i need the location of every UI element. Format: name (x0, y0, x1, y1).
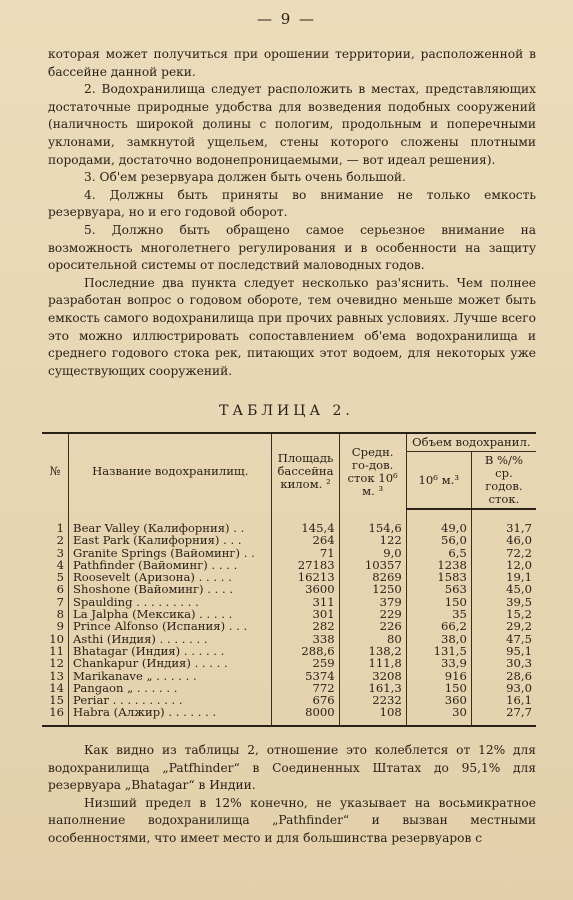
paragraph: 4. Должны быть приняты во внимание не только емкость резервуара, но и его годовой оборот. (48, 187, 536, 220)
volume-percent-cell: 29,2 (471, 620, 536, 632)
reservoir-name-cell: Marikanave „ . . . . . . (69, 670, 272, 682)
annual-flow-cell: 161,3 (339, 682, 406, 694)
volume-cell: 150 (406, 596, 471, 608)
basin-area-cell: 16213 (272, 571, 339, 583)
footer-text (48, 742, 536, 848)
row-number-cell: 11 (49, 643, 65, 658)
annual-flow-cell: 229 (339, 608, 406, 620)
volume-percent-cell: 72,2 (471, 547, 536, 559)
row-number-cell: 3 (56, 545, 65, 560)
row-number-cell: 4 (56, 557, 65, 572)
annual-flow-cell: 122 (339, 534, 406, 546)
volume-percent-cell: 46,0 (471, 534, 536, 546)
volume-cell: 1583 (406, 571, 471, 583)
annual-flow-cell: 9,0 (339, 547, 406, 559)
row-number-cell: 8 (56, 607, 65, 622)
annual-flow-cell: 154,6 (339, 522, 406, 534)
col-name-header: Название водохранилищ. (69, 433, 272, 509)
basin-area-cell: 772 (272, 682, 339, 694)
annual-flow-cell: 8269 (339, 571, 406, 583)
reservoir-name-cell: Asthi (Индия) . . . . . . . (69, 633, 272, 645)
volume-cell: 35 (406, 608, 471, 620)
reservoir-name-cell: Pathfinder (Вайоминг) . . . . (69, 559, 272, 571)
table-title: ТАБЛИЦА 2. (219, 403, 354, 419)
basin-area-cell: 311 (272, 596, 339, 608)
row-number-cell: 10 (49, 631, 65, 646)
volume-percent-cell: 47,5 (471, 633, 536, 645)
paragraph: 2. Водохранилища следует расположить в местах, представляющих достаточные природные удобства для возведения подобных сооружений (наличность широкой долины с пологим, продольным и поперечными уклонами, замкнутой ущельем, стены которого сложены плотными породами, достаточно водонепроницаемыми, — вот идеал решения). (48, 82, 536, 167)
basin-area-cell: 301 (272, 608, 339, 620)
volume-cell: 1238 (406, 559, 471, 571)
volume-cell: 66,2 (406, 620, 471, 632)
volume-cell: 150 (406, 682, 471, 694)
annual-flow-cell: 2232 (339, 694, 406, 706)
volume-cell: 6,5 (406, 547, 471, 559)
reservoir-name-cell: Chankapur (Индия) . . . . . (69, 657, 272, 669)
row-number-cell: 9 (56, 619, 65, 634)
annual-flow-cell: 111,8 (339, 657, 406, 669)
reservoir-name-cell: Prince Alfonso (Испания) . . . (69, 620, 272, 632)
basin-area-cell: 3600 (272, 583, 339, 595)
basin-area-cell: 145,4 (272, 522, 339, 534)
volume-percent-cell: 27,7 (471, 706, 536, 718)
volume-percent-cell: 19,1 (471, 571, 536, 583)
reservoir-table (42, 432, 536, 727)
volume-cell: 38,0 (406, 633, 471, 645)
volume-cell: 563 (406, 583, 471, 595)
basin-area-cell: 259 (272, 657, 339, 669)
table-row (42, 670, 536, 682)
row-number-cell: 16 (49, 705, 65, 720)
paragraph: Последние два пункта следует несколько раз'яснить. Чем полнее разработан вопрос о годовом обороте, тем очевидно меньше может быть емкость самого водохранилища при прочих равных условиях. Лучше всего это можно иллюстрировать сопоставлением об'ема водохранилища и среднего годового стока рек, питающих этот водоем, для некоторых уже существующих сооружений. (48, 275, 536, 378)
reservoir-name-cell: Pangaon „ . . . . . . (69, 682, 272, 694)
row-number-cell: 12 (49, 656, 65, 671)
basin-area-cell: 676 (272, 694, 339, 706)
reservoir-name-cell: Habra (Алжир) . . . . . . . (69, 706, 272, 718)
col-area-header: Площадь бассейна килом. ² (272, 433, 339, 509)
basin-area-cell: 5374 (272, 670, 339, 682)
volume-percent-cell: 45,0 (471, 583, 536, 595)
reservoir-name-cell: Bear Valley (Калифорния) . . (69, 522, 272, 534)
col-flow-header: Средн. го-дов. сток 10⁶ м. ³ (339, 433, 406, 509)
reservoir-name-cell: Bhatagar (Индия) . . . . . . (69, 645, 272, 657)
annual-flow-cell: 138,2 (339, 645, 406, 657)
basin-area-cell: 288,6 (272, 645, 339, 657)
row-number-cell: 15 (49, 693, 65, 708)
col-num-header: № (42, 433, 69, 509)
volume-percent-cell: 95,1 (471, 645, 536, 657)
volume-percent-cell: 12,0 (471, 559, 536, 571)
volume-cell: 33,9 (406, 657, 471, 669)
table-row (42, 534, 536, 546)
col-volume-abs-header: 10⁶ м.³ (406, 452, 471, 510)
volume-percent-cell: 31,7 (471, 522, 536, 534)
volume-percent-cell: 15,2 (471, 608, 536, 620)
volume-cell: 360 (406, 694, 471, 706)
table-row (42, 706, 536, 718)
volume-cell: 916 (406, 670, 471, 682)
paragraph: 5. Должно быть обращено самое серьезное внимание на возможность многолетнего регулирования и в особенности на защиту оросительной системы от последствий маловодных годов. (48, 222, 536, 273)
volume-percent-cell: 93,0 (471, 682, 536, 694)
reservoir-name-cell: East Park (Калифорния) . . . (69, 534, 272, 546)
basin-area-cell: 264 (272, 534, 339, 546)
basin-area-cell: 282 (272, 620, 339, 632)
row-number-cell: 6 (56, 582, 65, 597)
table-row (42, 583, 536, 595)
paragraph: 3. Об'ем резервуара должен быть очень большой. (84, 170, 406, 185)
body-text (48, 46, 536, 380)
annual-flow-cell: 10357 (339, 559, 406, 571)
row-number-cell: 2 (56, 533, 65, 548)
paragraph: Низший предел в 12% конечно, не указывает на восьмикратное наполнение водохранилища „Pathfinder“ и вызван местными особенностями, что имеет место и для большинства резервуаров с (48, 795, 536, 845)
row-number-cell: 1 (56, 521, 65, 535)
volume-cell: 49,0 (406, 522, 471, 534)
annual-flow-cell: 80 (339, 633, 406, 645)
basin-area-cell: 27183 (272, 559, 339, 571)
annual-flow-cell: 3208 (339, 670, 406, 682)
volume-percent-cell: 39,5 (471, 596, 536, 608)
volume-cell: 56,0 (406, 534, 471, 546)
paragraph: которая может получиться при орошении территории, расположенной в бассейне данной реки. (48, 47, 536, 79)
volume-cell: 30 (406, 706, 471, 718)
volume-percent-cell: 16,1 (471, 694, 536, 706)
row-number-cell: 13 (49, 668, 65, 683)
row-number-cell: 14 (49, 680, 65, 695)
table-body (42, 509, 536, 726)
basin-area-cell: 8000 (272, 706, 339, 718)
table-row (42, 657, 536, 669)
table-row (42, 620, 536, 632)
annual-flow-cell: 1250 (339, 583, 406, 595)
reservoir-name-cell: Granite Springs (Вайоминг) . . (69, 547, 272, 559)
reservoir-name-cell: Spaulding . . . . . . . . . (69, 596, 272, 608)
basin-area-cell: 338 (272, 633, 339, 645)
reservoir-name-cell: La Jalpha (Мексика) . . . . . (69, 608, 272, 620)
volume-percent-cell: 28,6 (471, 670, 536, 682)
volume-cell: 131,5 (406, 645, 471, 657)
basin-area-cell: 71 (272, 547, 339, 559)
paragraph: Как видно из таблицы 2, отношение это колеблется от 12% для водохранилища „Patfhinder“ в Соединенных Штатах до 95,1% для резервуара „Bhatagar“ в Индии. (48, 743, 536, 793)
col-volume-group-header: Объем водохранил. (406, 433, 536, 452)
annual-flow-cell: 379 (339, 596, 406, 608)
row-number-cell: 7 (56, 594, 65, 609)
reservoir-name-cell: Periar . . . . . . . . . . (69, 694, 272, 706)
reservoir-name-cell: Shoshone (Вайоминг) . . . . (69, 583, 272, 595)
row-number-cell: 5 (56, 570, 65, 585)
col-volume-pct-header: В %/% ср. годов. сток. (471, 452, 536, 510)
reservoir-name-cell: Roosevelt (Аризона) . . . . . (69, 571, 272, 583)
volume-percent-cell: 30,3 (471, 657, 536, 669)
page-number: — 9 — (256, 10, 317, 28)
annual-flow-cell: 108 (339, 706, 406, 718)
annual-flow-cell: 226 (339, 620, 406, 632)
